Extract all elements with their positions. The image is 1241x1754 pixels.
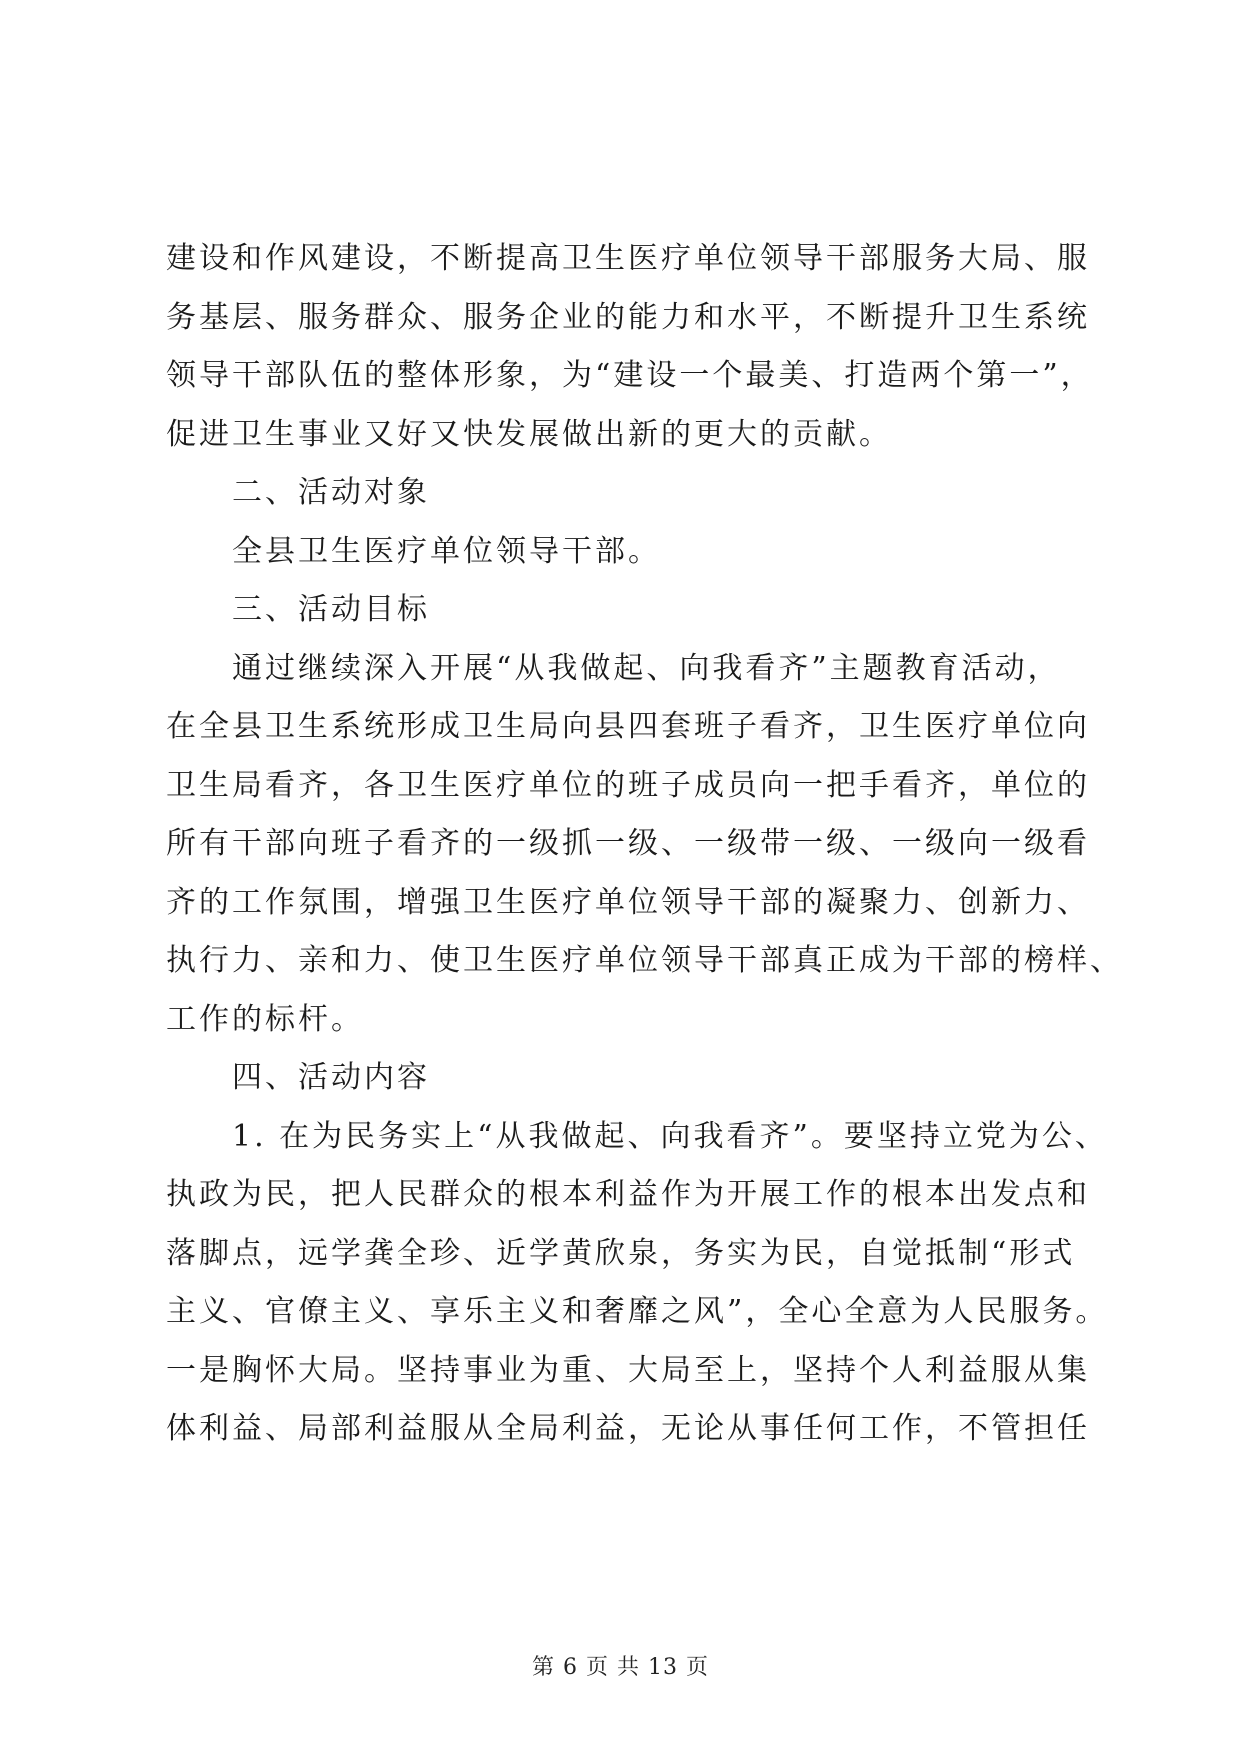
text-line: 主义、官僚主义、享乐主义和奢靡之风”，全心全意为人民服务。	[166, 1294, 1109, 1329]
body-text	[166, 230, 1123, 1459]
text-line: 执行力、亲和力、使卫生医疗单位领导干部真正成为干部的榜样、	[166, 943, 1123, 978]
text-line: 体利益、局部利益服从全局利益，无论从事任何工作，不管担任	[166, 1411, 1090, 1446]
text-line: 促进卫生事业又好又快发展做出新的更大的贡献。	[166, 416, 892, 452]
text-line: 齐的工作氛围，增强卫生医疗单位领导干部的凝聚力、创新力、	[166, 884, 1090, 920]
text-line: 落脚点，远学龚全珍、近学黄欣泉，务实为民，自觉抵制“形式	[166, 1235, 1076, 1271]
text-line: 四、活动内容	[232, 1060, 430, 1095]
text-line: 二、活动对象	[232, 475, 430, 510]
text-line: 执政为民，把人民群众的根本利益作为开展工作的根本出发点和	[166, 1177, 1090, 1212]
page-number: 第 6 页 共 13 页	[532, 1655, 709, 1680]
text-line: 所有干部向班子看齐的一级抓一级、一级带一级、一级向一级看	[166, 826, 1090, 861]
text-line: 在全县卫生系统形成卫生局向县四套班子看齐，卫生医疗单位向	[166, 709, 1090, 744]
text-line: 一是胸怀大局。坚持事业为重、大局至上，坚持个人利益服从集	[166, 1352, 1090, 1388]
text-line: 务基层、服务群众、服务企业的能力和水平，不断提升卫生系统	[166, 299, 1090, 335]
text-line: 建设和作风建设，不断提高卫生医疗单位领导干部服务大局、服	[166, 241, 1090, 276]
text-line: 1. 在为民务实上“从我做起、向我看齐”。要坚持立党为公、	[232, 1118, 1108, 1154]
text-line: 领导干部队伍的整体形象，为“建设一个最美、打造两个第一”，	[166, 358, 1094, 393]
text-line: 全县卫生医疗单位领导干部。	[232, 533, 661, 569]
text-line: 卫生局看齐，各卫生医疗单位的班子成员向一把手看齐，单位的	[166, 767, 1090, 803]
text-line: 工作的标杆。	[166, 1001, 364, 1037]
text-line: 三、活动目标	[232, 592, 430, 627]
text-line: 通过继续深入开展“从我做起、向我看齐”主题教育活动，	[232, 650, 1061, 686]
